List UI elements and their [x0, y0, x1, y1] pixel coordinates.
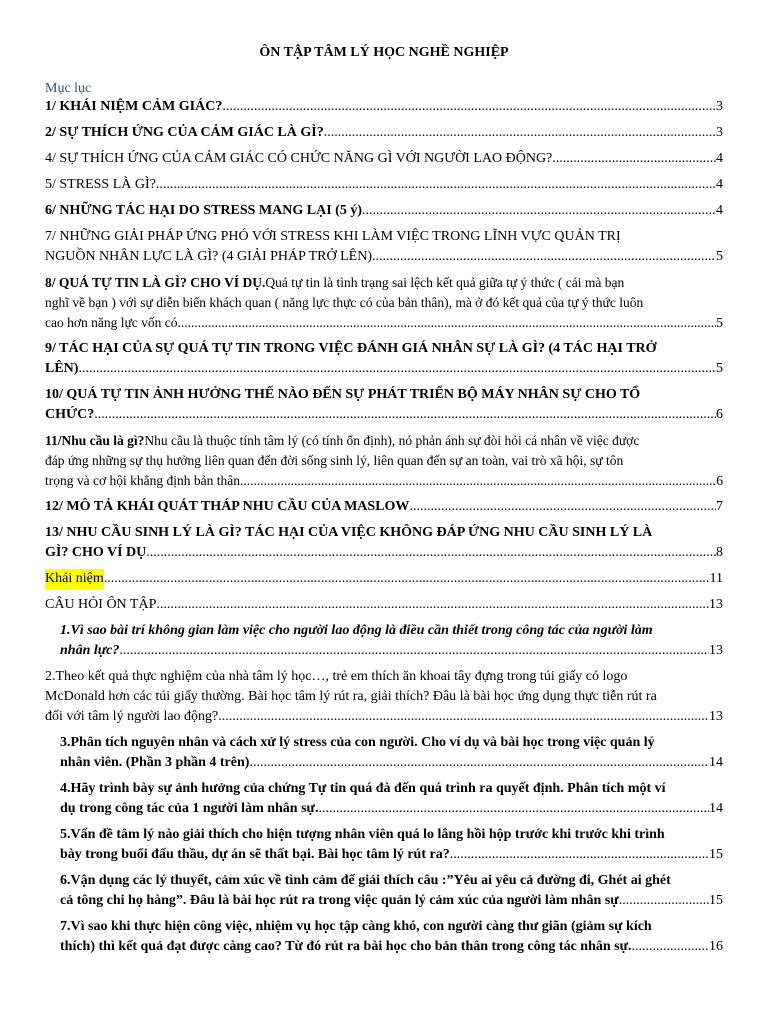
toc-heading[interactable]: Mục lục	[45, 81, 92, 96]
toc-leader-dots	[218, 707, 709, 727]
toc-entry[interactable]	[45, 431, 723, 491]
toc-entry-text: nghĩ về bạn ) với sự diễn biến khách quan ( năng lực thực có của bản thân), mà ở đó kết quả của tự ý thức luôn	[45, 295, 644, 310]
toc-entry-text: 6/ NHỮNG TÁC HẠI DO STRESS MANG LẠI (5 ý)	[45, 203, 362, 218]
toc-leader-dots	[222, 97, 716, 117]
toc-entry-text: 2.Theo kết quả thực nghiệm của nhà tâm lý học…, trẻ em thích ăn khoai tây đựng trong túi giấy có logo	[45, 669, 628, 684]
toc-entry-text: 1.Vì sao bài trí không gian làm việc cho người lao động là điều cần thiết trong công tác của người làm	[60, 623, 653, 638]
toc-entry-text: đối với tâm lý người lao động?	[45, 709, 219, 724]
toc-page-number: 15	[709, 893, 723, 908]
toc-entry[interactable]	[45, 123, 723, 143]
toc-entry-text: 13/ NHU CẦU SINH LÝ LÀ GÌ? TÁC HẠI CỦA VIỆC KHÔNG ĐÁP ỨNG NHU CẦU SINH LÝ LÀ	[45, 525, 653, 540]
toc-entry[interactable]	[45, 871, 723, 911]
toc-page-number: 3	[716, 125, 723, 140]
toc-entry[interactable]	[45, 273, 723, 333]
toc-page-number: 16	[709, 939, 723, 954]
toc-page-number: 6	[716, 473, 723, 488]
toc-entry-text: cao hơn năng lực vốn có	[45, 315, 178, 330]
toc-entry-text: LÊN)	[45, 361, 79, 376]
toc-entry-text: 4/ SỰ THÍCH ỨNG CỦA CẢM GIÁC CÓ CHỨC NĂNG GÌ VỚI NGƯỜI LAO ĐỘNG?	[45, 151, 553, 166]
toc-leader-dots	[409, 497, 716, 517]
toc-entry[interactable]	[45, 339, 723, 379]
toc-entry-text: cả tông chi họ hàng”. Đâu là bài học rút ra trong việc quản lý cảm xúc của người làm nhân sự	[60, 893, 619, 908]
toc-entry-text: nhân viên. (Phần 3 phần 4 trên)	[60, 755, 250, 770]
toc-entry[interactable]	[45, 149, 723, 169]
toc-entry-text: 1/ KHÁI NIỆM CẢM GIÁC?	[45, 99, 223, 114]
toc-leader-dots	[78, 359, 716, 379]
toc-entry-text: 7.Vì sao khi thực hiện công việc, nhiệm vụ học tập càng khó, con người càng thư giãn (giảm sự kích	[60, 919, 652, 934]
toc-page-number: 4	[716, 151, 723, 166]
toc-entry[interactable]	[45, 201, 723, 221]
toc-entry-text: Quá tự tin là tình trạng sai lệch kết quả giữa tự ý thức ( cái mà bạn	[265, 275, 625, 290]
toc-page-number: 13	[709, 597, 723, 612]
toc-entry[interactable]	[45, 97, 723, 117]
toc-leader-dots	[450, 845, 709, 865]
toc-entry-text: McDonald hơn các túi giấy thường. Bài học tâm lý rút ra, giải thích? Đâu là bài học ứng dụng thực tiễn rút ra	[45, 689, 657, 704]
toc-leader-dots	[372, 247, 716, 267]
toc-page-number: 13	[709, 643, 723, 658]
toc-leader-dots	[178, 313, 717, 333]
toc-entry[interactable]	[45, 825, 723, 865]
toc-page-number: 4	[716, 203, 723, 218]
toc-page-number: 15	[709, 847, 723, 862]
toc-leader-dots	[362, 201, 716, 221]
toc-entry-text: thích) thì kết quả đạt được càng cao? Từ đó rút ra bài học cho bản thân trong công tác nhân sự.	[60, 939, 632, 954]
toc-entry-lead: 11/Nhu cầu là gì?	[45, 433, 145, 448]
toc-entry[interactable]	[45, 175, 723, 195]
toc-entry-text: đáp ứng những sự thụ hưởng liên quan đến đời sống sinh lý, liên quan đến sự an toàn, vai trò xã hội, sự tôn	[45, 453, 624, 468]
toc-entry[interactable]	[45, 595, 723, 615]
toc-page-number: 7	[716, 499, 723, 514]
toc-entry-text: 5.Vấn đề tâm lý nào giải thích cho hiện tượng nhân viên quá lo lắng hồi hộp trước khi trước khi trình	[60, 827, 665, 842]
toc-page-number: 5	[716, 315, 723, 330]
toc-entry[interactable]	[45, 523, 723, 563]
toc-leader-dots	[249, 753, 709, 773]
toc-page-number: 14	[709, 801, 723, 816]
toc-leader-dots	[619, 891, 709, 911]
toc-entry[interactable]	[45, 569, 723, 589]
toc-entry-text: 6.Vận dụng các lý thuyết, cảm xúc về tình cảm để giải thích câu :”Yêu ai yêu cả đường đi, Ghét ai ghét	[60, 873, 671, 888]
toc-entry-text: 7/ NHỮNG GIẢI PHÁP ỨNG PHÓ VỚI STRESS KHI LÀM VIỆC TRONG LĨNH VỰC QUẢN TRỊ	[45, 229, 621, 244]
toc-entry-text: 10/ QUÁ TỰ TIN ẢNH HƯỞNG THẾ NÀO ĐẾN SỰ PHÁT TRIỂN BỘ MÁY NHÂN SỰ CHO TỔ	[45, 387, 641, 402]
toc-leader-dots	[318, 799, 709, 819]
toc-entry[interactable]	[45, 733, 723, 773]
toc-page-number: 14	[709, 755, 723, 770]
toc-page-number: 5	[716, 249, 723, 264]
toc-leader-dots	[156, 595, 709, 615]
document-title: ÔN TẬP TÂM LÝ HỌC NGHỀ NGHIỆP	[259, 45, 509, 60]
toc-leader-dots	[94, 405, 716, 425]
table-of-contents	[45, 97, 723, 957]
toc-entry[interactable]	[45, 385, 723, 425]
toc-entry-text: 3.Phân tích nguyên nhân và cách xử lý stress của con người. Cho ví dụ và bài học trong việc quản lý	[60, 735, 655, 750]
toc-entry[interactable]	[45, 497, 723, 517]
toc-entry-text: dụ trong công tác của 1 người làm nhân sự.	[60, 801, 319, 816]
toc-leader-dots	[156, 175, 716, 195]
toc-entry[interactable]	[45, 667, 723, 727]
toc-leader-dots	[324, 123, 716, 143]
toc-entry-text: CÂU HỎI ÔN TẬP	[45, 597, 157, 612]
toc-entry-text: 2/ SỰ THÍCH ỨNG CỦA CẢM GIÁC LÀ GÌ?	[45, 125, 324, 140]
toc-entry-text: NGUỒN NHÂN LỰC LÀ GÌ? (4 GIẢI PHÁP TRỞ LÊN)	[45, 249, 372, 264]
toc-leader-dots	[146, 543, 716, 563]
toc-page-number: 13	[709, 709, 723, 724]
toc-leader-dots	[240, 471, 716, 491]
toc-page-number: 4	[716, 177, 723, 192]
toc-entry-text: 9/ TÁC HẠI CỦA SỰ QUÁ TỰ TIN TRONG VIỆC ĐÁNH GIÁ NHÂN SỰ LÀ GÌ? (4 TÁC HẠI TRỞ	[45, 341, 657, 356]
toc-entry-text: 5/ STRESS LÀ GÌ?	[45, 177, 156, 192]
toc-entry-text: 12/ MÔ TẢ KHÁI QUÁT THÁP NHU CẦU CỦA MASLOW	[45, 499, 410, 514]
toc-entry-text: nhân lực?	[60, 643, 120, 658]
toc-leader-dots	[552, 149, 716, 169]
toc-leader-dots	[632, 937, 709, 957]
toc-entry-text: trọng và cơ hội khẳng định bản thân	[45, 473, 240, 488]
toc-page-number: 8	[716, 545, 723, 560]
toc-page-number: 6	[716, 407, 723, 422]
toc-entry[interactable]	[45, 621, 723, 661]
toc-entry-text: Khái niệm	[45, 569, 104, 589]
toc-entry[interactable]	[45, 917, 723, 957]
toc-entry-text: 4.Hãy trình bày sự ảnh hưởng của chứng Tự tin quá đà đến quá trình ra quyết định. Phân tích một ví	[60, 781, 666, 796]
toc-entry[interactable]	[45, 227, 723, 267]
toc-entry-text: GÌ? CHO VÍ DỤ	[45, 545, 147, 560]
toc-page-number: 3	[716, 99, 723, 114]
toc-entry-text: CHỨC?	[45, 407, 95, 422]
toc-leader-dots	[104, 569, 710, 589]
toc-entry-lead: 8/ QUÁ TỰ TIN LÀ GÌ? CHO VÍ DỤ.	[45, 275, 266, 290]
toc-entry-text: Nhu cầu là thuộc tính tâm lý (có tính ổn định), nó phản ánh sự đòi hỏi cá nhân về việc được	[144, 433, 640, 448]
toc-page-number: 5	[716, 361, 723, 376]
toc-leader-dots	[119, 641, 709, 661]
toc-page-number: 11	[709, 571, 723, 586]
toc-entry[interactable]	[45, 779, 723, 819]
toc-entry-text: bày trong buổi đấu thầu, dự án sẽ thất bại. Bài học tâm lý rút ra?	[60, 847, 450, 862]
